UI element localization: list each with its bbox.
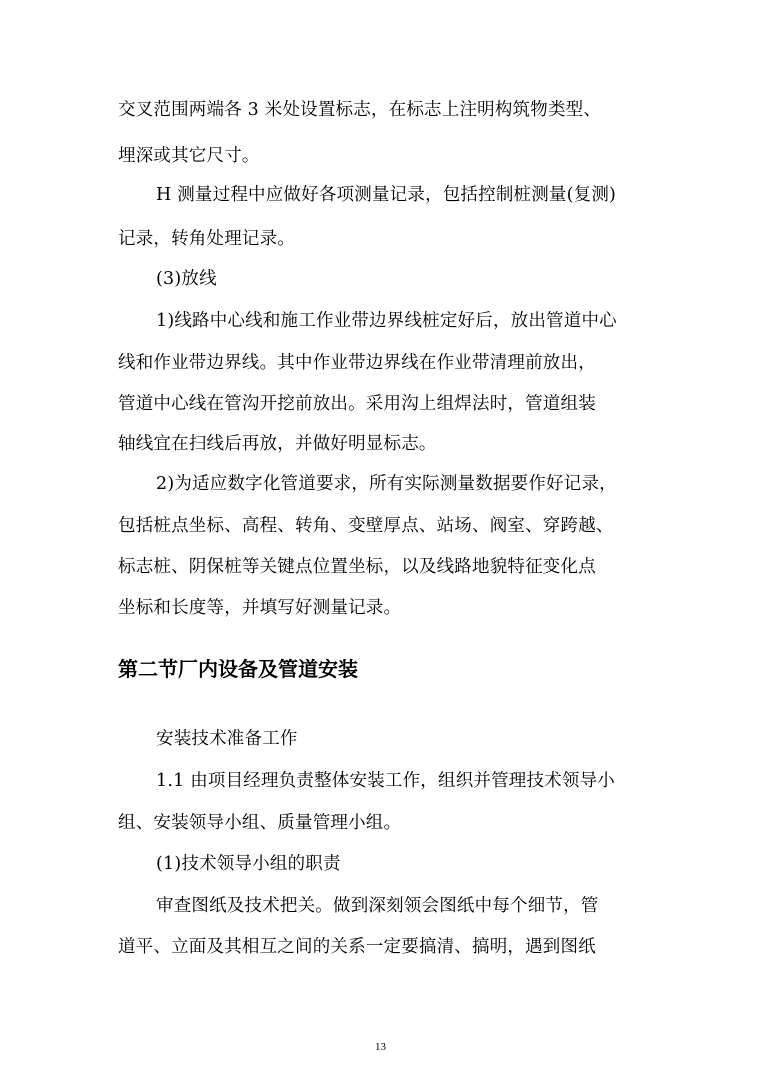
text-line-content: 记录，转角处理记录。	[118, 229, 295, 249]
text-line-content: 坐标和长度等，并填写好测量记录。	[118, 598, 402, 618]
text-line-content: 轴线宜在扫线后再放，并做好明显标志。	[118, 434, 437, 454]
text-line-content: 组、安装领导小组、质量管理小组。	[118, 813, 402, 833]
text-line-content: (3)放线	[156, 269, 217, 289]
text-line-content: 道平、立面及其相互之间的关系一定要搞清、搞明，遇到图纸	[118, 937, 596, 957]
text-line-content: 1.1 由项目经理负责整体安装工作，组织并管理技术领导小	[156, 771, 615, 791]
text-line-content: 审查图纸及技术把关。做到深刻领会图纸中每个细节，管	[156, 896, 599, 916]
text-line-content: (1)技术领导小组的职责	[156, 854, 341, 874]
text-line-content: 安装技术准备工作	[156, 729, 298, 749]
text-line-content: 交叉范围两端各 3 米处设置标志，在标志上注明构筑物类型、	[118, 100, 602, 120]
text-line-content: H 测量过程中应做好各项测量记录，包括控制桩测量(复测)	[156, 185, 617, 205]
section-heading: 第二节厂内设备及管道安装	[118, 657, 358, 681]
text-line-content: 1)线路中心线和施工作业带边界线桩定好后，放出管道中心	[156, 311, 617, 331]
page-number: 13	[375, 1041, 386, 1053]
text-line-content: 管道中心线在管沟开挖前放出。采用沟上组焊法时，管道组装	[118, 394, 596, 414]
text-line-content: 线和作业带边界线。其中作业带边界线在作业带清理前放出，	[118, 353, 596, 373]
text-line-content: 标志桩、阴保桩等关键点位置坐标，以及线路地貌特征变化点	[118, 557, 596, 577]
text-line-content: 包括桩点坐标、高程、转角、变壁厚点、站场、阀室、穿跨越、	[118, 516, 614, 536]
text-line-content: 2)为适应数字化管道要求，所有实际测量数据要作好记录，	[156, 474, 617, 494]
text-line-content: 埋深或其它尺寸。	[118, 146, 260, 166]
